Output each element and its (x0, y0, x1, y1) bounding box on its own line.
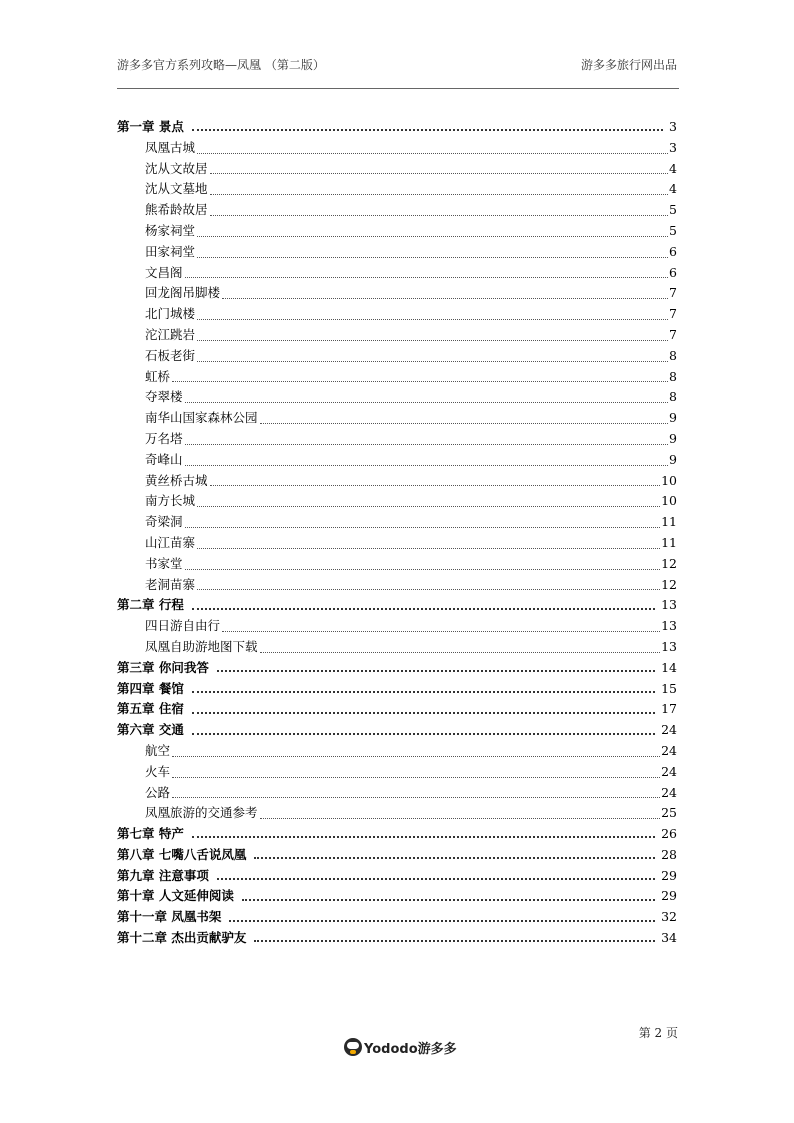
toc-section-entry[interactable] (117, 616, 677, 637)
toc-section-entry[interactable] (117, 575, 677, 596)
toc-entry-title: 南方长城 (145, 493, 196, 509)
toc-dot-leader (185, 527, 661, 528)
toc-entry-title: 四日游自由行 (145, 618, 221, 634)
toc-entry-title: 书家堂 (145, 555, 183, 571)
toc-entry-page: 13 (661, 638, 677, 654)
toc-entry-title: 第二章 行程 (117, 597, 184, 613)
toc-entry-page: 12 (661, 555, 677, 571)
toc-section-entry[interactable] (117, 263, 677, 284)
toc-entry-title: 虹桥 (145, 368, 171, 384)
toc-chapter-entry[interactable] (117, 117, 677, 138)
toc-dot-leader (185, 569, 661, 570)
toc-entry-page: 9 (669, 451, 677, 467)
toc-dot-leader (197, 153, 668, 154)
toc-entry-title: 南华山国家森林公园 (145, 410, 258, 426)
toc-dot-leader (192, 712, 655, 714)
toc-section-entry[interactable] (117, 242, 677, 263)
toc-dot-leader (260, 652, 661, 653)
toc-entry-page: 7 (669, 306, 677, 322)
toc-dot-leader (172, 777, 660, 778)
toc-dot-leader (229, 920, 655, 922)
header-divider (117, 88, 679, 89)
toc-dot-leader (210, 485, 661, 486)
toc-entry-page: 24 (661, 763, 677, 779)
toc-entry-page: 13 (661, 597, 677, 613)
toc-entry-title: 第四章 餐馆 (117, 680, 184, 696)
toc-entry-title: 夺翠楼 (145, 389, 183, 405)
toc-entry-title: 沈从文故居 (145, 160, 208, 176)
toc-dot-leader (197, 340, 668, 341)
toc-chapter-entry[interactable] (117, 928, 677, 949)
toc-entry-page: 11 (661, 514, 677, 530)
toc-chapter-entry[interactable] (117, 658, 677, 679)
toc-entry-page: 9 (669, 430, 677, 446)
toc-dot-leader (185, 402, 669, 403)
toc-entry-title: 奇峰山 (145, 451, 183, 467)
toc-entry-page: 6 (669, 264, 677, 280)
toc-entry-title: 第五章 住宿 (117, 701, 184, 717)
toc-section-entry[interactable] (117, 554, 677, 575)
toc-entry-page: 10 (661, 472, 677, 488)
toc-dot-leader (210, 173, 669, 174)
toc-chapter-entry[interactable] (117, 866, 677, 887)
toc-entry-page: 24 (661, 722, 677, 738)
toc-entry-title: 黄丝桥古城 (145, 472, 208, 488)
toc-chapter-entry[interactable] (117, 595, 677, 616)
toc-dot-leader (172, 381, 668, 382)
toc-entry-title: 万名塔 (145, 430, 183, 446)
toc-section-entry[interactable] (117, 179, 677, 200)
toc-entry-title: 北门城楼 (145, 306, 196, 322)
toc-entry-page: 6 (669, 243, 677, 259)
toc-entry-page: 3 (669, 119, 677, 134)
toc-dot-leader (260, 423, 669, 424)
toc-section-entry[interactable] (117, 762, 677, 783)
toc-entry-page: 13 (661, 618, 677, 634)
toc-chapter-entry[interactable] (117, 886, 677, 907)
toc-entry-page: 8 (669, 389, 677, 405)
toc-entry-title: 第三章 你问我答 (117, 659, 209, 675)
toc-dot-leader (197, 361, 668, 362)
toc-entry-title: 凤凰自助游地图下载 (145, 638, 258, 654)
toc-chapter-entry[interactable] (117, 679, 677, 700)
toc-dot-leader (197, 589, 660, 590)
toc-section-entry[interactable] (117, 346, 677, 367)
toc-section-entry[interactable] (117, 304, 677, 325)
toc-section-entry[interactable] (117, 283, 677, 304)
toc-section-entry[interactable] (117, 512, 677, 533)
toc-dot-leader (260, 818, 661, 819)
toc-section-entry[interactable] (117, 803, 677, 824)
toc-section-entry[interactable] (117, 450, 677, 471)
toc-entry-page: 4 (669, 160, 677, 176)
toc-entry-page: 4 (669, 181, 677, 197)
table-of-contents (117, 117, 677, 949)
toc-entry-title: 第十二章 杰出贡献驴友 (117, 930, 247, 946)
toc-dot-leader (242, 899, 655, 901)
toc-dot-leader (197, 548, 660, 549)
toc-entry-page: 7 (669, 285, 677, 301)
toc-entry-page: 8 (669, 347, 677, 363)
toc-dot-leader (197, 506, 660, 507)
toc-entry-title: 第十章 人文延伸阅读 (117, 888, 234, 904)
toc-section-entry[interactable] (117, 408, 677, 429)
toc-chapter-entry[interactable] (117, 699, 677, 720)
toc-chapter-entry[interactable] (117, 824, 677, 845)
toc-entry-page: 25 (661, 805, 677, 821)
toc-section-entry[interactable] (117, 200, 677, 221)
yododo-mascot-icon (344, 1038, 362, 1056)
toc-entry-title: 回龙阁吊脚楼 (145, 285, 221, 301)
toc-section-entry[interactable] (117, 367, 677, 388)
toc-section-entry[interactable] (117, 221, 677, 242)
toc-entry-page: 17 (661, 701, 677, 717)
toc-entry-title: 凤凰旅游的交通参考 (145, 805, 258, 821)
toc-section-entry[interactable] (117, 741, 677, 762)
toc-dot-leader (210, 215, 669, 216)
toc-entry-page: 3 (669, 139, 677, 155)
toc-entry-page: 29 (661, 867, 677, 883)
toc-dot-leader (197, 236, 668, 237)
toc-entry-title: 田家祠堂 (145, 243, 196, 259)
toc-dot-leader (192, 608, 655, 610)
toc-entry-page: 34 (661, 930, 677, 946)
toc-chapter-entry[interactable] (117, 720, 677, 741)
toc-entry-page: 9 (669, 410, 677, 426)
toc-entry-title: 凤凰古城 (145, 139, 196, 155)
toc-entry-title: 文昌阁 (145, 264, 183, 280)
toc-section-entry[interactable] (117, 491, 677, 512)
toc-chapter-entry[interactable] (117, 907, 677, 928)
toc-entry-title: 第九章 注意事项 (117, 867, 209, 883)
toc-entry-page: 15 (661, 680, 677, 696)
toc-entry-title: 石板老街 (145, 347, 196, 363)
toc-entry-title: 第一章 景点 (117, 119, 184, 134)
toc-section-entry[interactable] (117, 325, 677, 346)
toc-dot-leader (254, 940, 655, 942)
toc-entry-title: 沱江跳岩 (145, 326, 196, 342)
header-publisher: 游多多旅行网出品 (580, 58, 677, 72)
toc-dot-leader (185, 465, 669, 466)
toc-entry-title: 第十一章 凤凰书架 (117, 909, 222, 925)
toc-entry-page: 24 (661, 742, 677, 758)
toc-entry-page: 5 (669, 222, 677, 238)
toc-entry-title: 熊希龄故居 (145, 202, 208, 218)
toc-dot-leader (217, 670, 655, 672)
page-number: 第 2 页 (638, 1026, 678, 1040)
toc-entry-page: 26 (661, 826, 677, 842)
toc-dot-leader (185, 444, 669, 445)
toc-entry-page: 11 (661, 534, 677, 550)
toc-dot-leader (192, 733, 655, 735)
toc-dot-leader (217, 878, 655, 880)
toc-entry-page: 7 (669, 326, 677, 342)
header-guide-title: 游多多官方系列攻略—凤凰 （第二版） (117, 58, 325, 72)
toc-dot-leader (185, 277, 669, 278)
toc-dot-leader (197, 319, 668, 320)
toc-entry-title: 火车 (145, 763, 171, 779)
toc-entry-title: 奇梁洞 (145, 514, 183, 530)
toc-entry-title: 第八章 七嘴八舌说凤凰 (117, 846, 247, 862)
toc-dot-leader (222, 631, 660, 632)
toc-entry-page: 12 (661, 576, 677, 592)
toc-dot-leader (192, 129, 663, 131)
toc-entry-page: 14 (661, 659, 677, 675)
footer-logo (344, 1037, 457, 1057)
toc-entry-page: 29 (661, 888, 677, 904)
toc-dot-leader (222, 298, 668, 299)
toc-dot-leader (172, 756, 660, 757)
toc-dot-leader (254, 857, 655, 859)
footer-logo-text: Yododo游多多 (364, 1041, 457, 1057)
toc-dot-leader (192, 836, 655, 838)
toc-dot-leader (197, 257, 668, 258)
toc-section-entry[interactable] (117, 159, 677, 180)
toc-section-entry[interactable] (117, 637, 677, 658)
toc-entry-title: 沈从文墓地 (145, 181, 208, 197)
toc-chapter-entry[interactable] (117, 845, 677, 866)
toc-entry-title: 第七章 特产 (117, 826, 184, 842)
toc-dot-leader (210, 194, 669, 195)
toc-entry-page: 10 (661, 493, 677, 509)
toc-entry-page: 28 (661, 846, 677, 862)
toc-section-entry[interactable] (117, 429, 677, 450)
page-header (117, 56, 677, 74)
toc-entry-title: 第六章 交通 (117, 722, 184, 738)
toc-section-entry[interactable] (117, 783, 677, 804)
toc-dot-leader (172, 797, 660, 798)
toc-entry-page: 32 (661, 909, 677, 925)
toc-entry-title: 老洞苗寨 (145, 576, 196, 592)
toc-entry-title: 杨家祠堂 (145, 222, 196, 238)
toc-section-entry[interactable] (117, 387, 677, 408)
toc-section-entry[interactable] (117, 533, 677, 554)
toc-entry-page: 8 (669, 368, 677, 384)
toc-entry-title: 航空 (145, 742, 171, 758)
toc-entry-page: 5 (669, 202, 677, 218)
toc-entry-title: 公路 (145, 784, 171, 800)
toc-entry-title: 山江苗寨 (145, 534, 196, 550)
toc-dot-leader (192, 691, 655, 693)
toc-section-entry[interactable] (117, 471, 677, 492)
toc-section-entry[interactable] (117, 138, 677, 159)
toc-entry-page: 24 (661, 784, 677, 800)
